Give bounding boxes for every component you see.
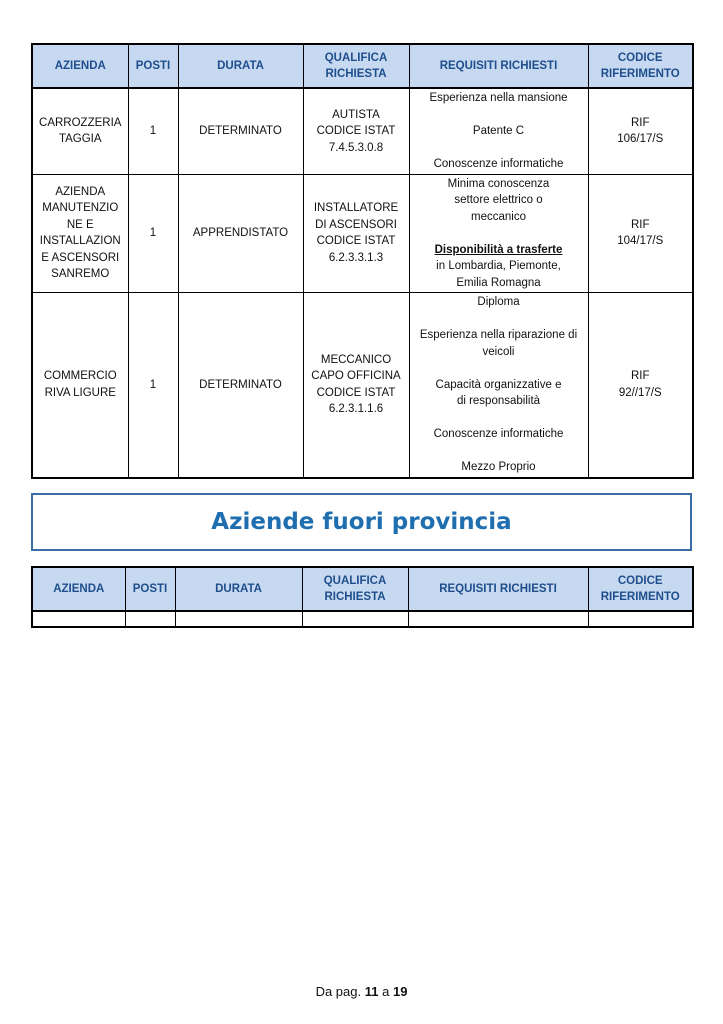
table-row-empty	[32, 611, 693, 627]
cell-qualifica: INSTALLATORE DI ASCENSORI CODICE ISTAT 6.2.3.3.1.3	[303, 174, 409, 293]
cell-codice: RIF 106/17/S	[588, 88, 693, 174]
footer-page-total: 19	[392, 984, 408, 999]
cell-azienda: COMMERCIO RIVA LIGURE	[32, 293, 128, 478]
out-of-province-table	[31, 566, 694, 628]
cell-azienda: CARROZZERIA TAGGIA	[32, 88, 128, 174]
col-header-requisiti: REQUISITI RICHIESTI	[409, 44, 588, 88]
col-header-qualifica: QUALIFICA RICHIESTA	[302, 567, 408, 611]
section-title: Aziende fuori provincia	[211, 509, 512, 535]
col-header-durata: DURATA	[178, 44, 303, 88]
col-header-azienda: AZIENDA	[32, 567, 125, 611]
col-header-posti: POSTI	[125, 567, 175, 611]
table-row	[32, 293, 693, 478]
table-header-row	[32, 567, 693, 611]
cell-requisiti: Diploma Esperienza nella riparazione di veicoli Capacità organizzative e di responsabilità Conoscenze informatiche Mezzo Proprio	[409, 293, 588, 478]
table-row	[32, 88, 693, 174]
cell-azienda: AZIENDA MANUTENZIO NE E INSTALLAZION E ASCENSORI SANREMO	[32, 174, 128, 293]
cell-posti: 1	[128, 88, 178, 174]
cell-durata: APPRENDISTATO	[178, 174, 303, 293]
section-heading-box	[31, 493, 692, 551]
table-row	[32, 174, 693, 293]
job-offers-table	[31, 43, 694, 479]
table-header-row	[32, 44, 693, 88]
cell-requisiti: Esperienza nella mansione Patente C Conoscenze informatiche	[409, 88, 588, 174]
footer-page-number: 11	[364, 984, 379, 999]
cell-posti: 1	[128, 174, 178, 293]
col-header-qualifica: QUALIFICA RICHIESTA	[303, 44, 409, 88]
cell-codice: RIF 92//17/S	[588, 293, 693, 478]
footer-separator: a	[382, 984, 390, 999]
cell-posti: 1	[128, 293, 178, 478]
col-header-requisiti: REQUISITI RICHIESTI	[408, 567, 588, 611]
cell-qualifica: MECCANICO CAPO OFFICINA CODICE ISTAT 6.2.3.1.1.6	[303, 293, 409, 478]
col-header-codice: CODICE RIFERIMENTO	[588, 44, 693, 88]
col-header-azienda: AZIENDA	[32, 44, 128, 88]
footer-prefix: Da pag.	[315, 984, 362, 999]
col-header-codice: CODICE RIFERIMENTO	[588, 567, 693, 611]
cell-durata: DETERMINATO	[178, 88, 303, 174]
cell-codice: RIF 104/17/S	[588, 174, 693, 293]
cell-requisiti: Minima conoscenza settore elettrico o meccanico Disponibilità a trasferte in Lombardia, Piemonte, Emilia Romagna	[409, 174, 588, 293]
cell-qualifica: AUTISTA CODICE ISTAT 7.4.5.3.0.8	[303, 88, 409, 174]
col-header-posti: POSTI	[128, 44, 178, 88]
col-header-durata: DURATA	[175, 567, 302, 611]
cell-durata: DETERMINATO	[178, 293, 303, 478]
page-footer	[0, 984, 723, 999]
